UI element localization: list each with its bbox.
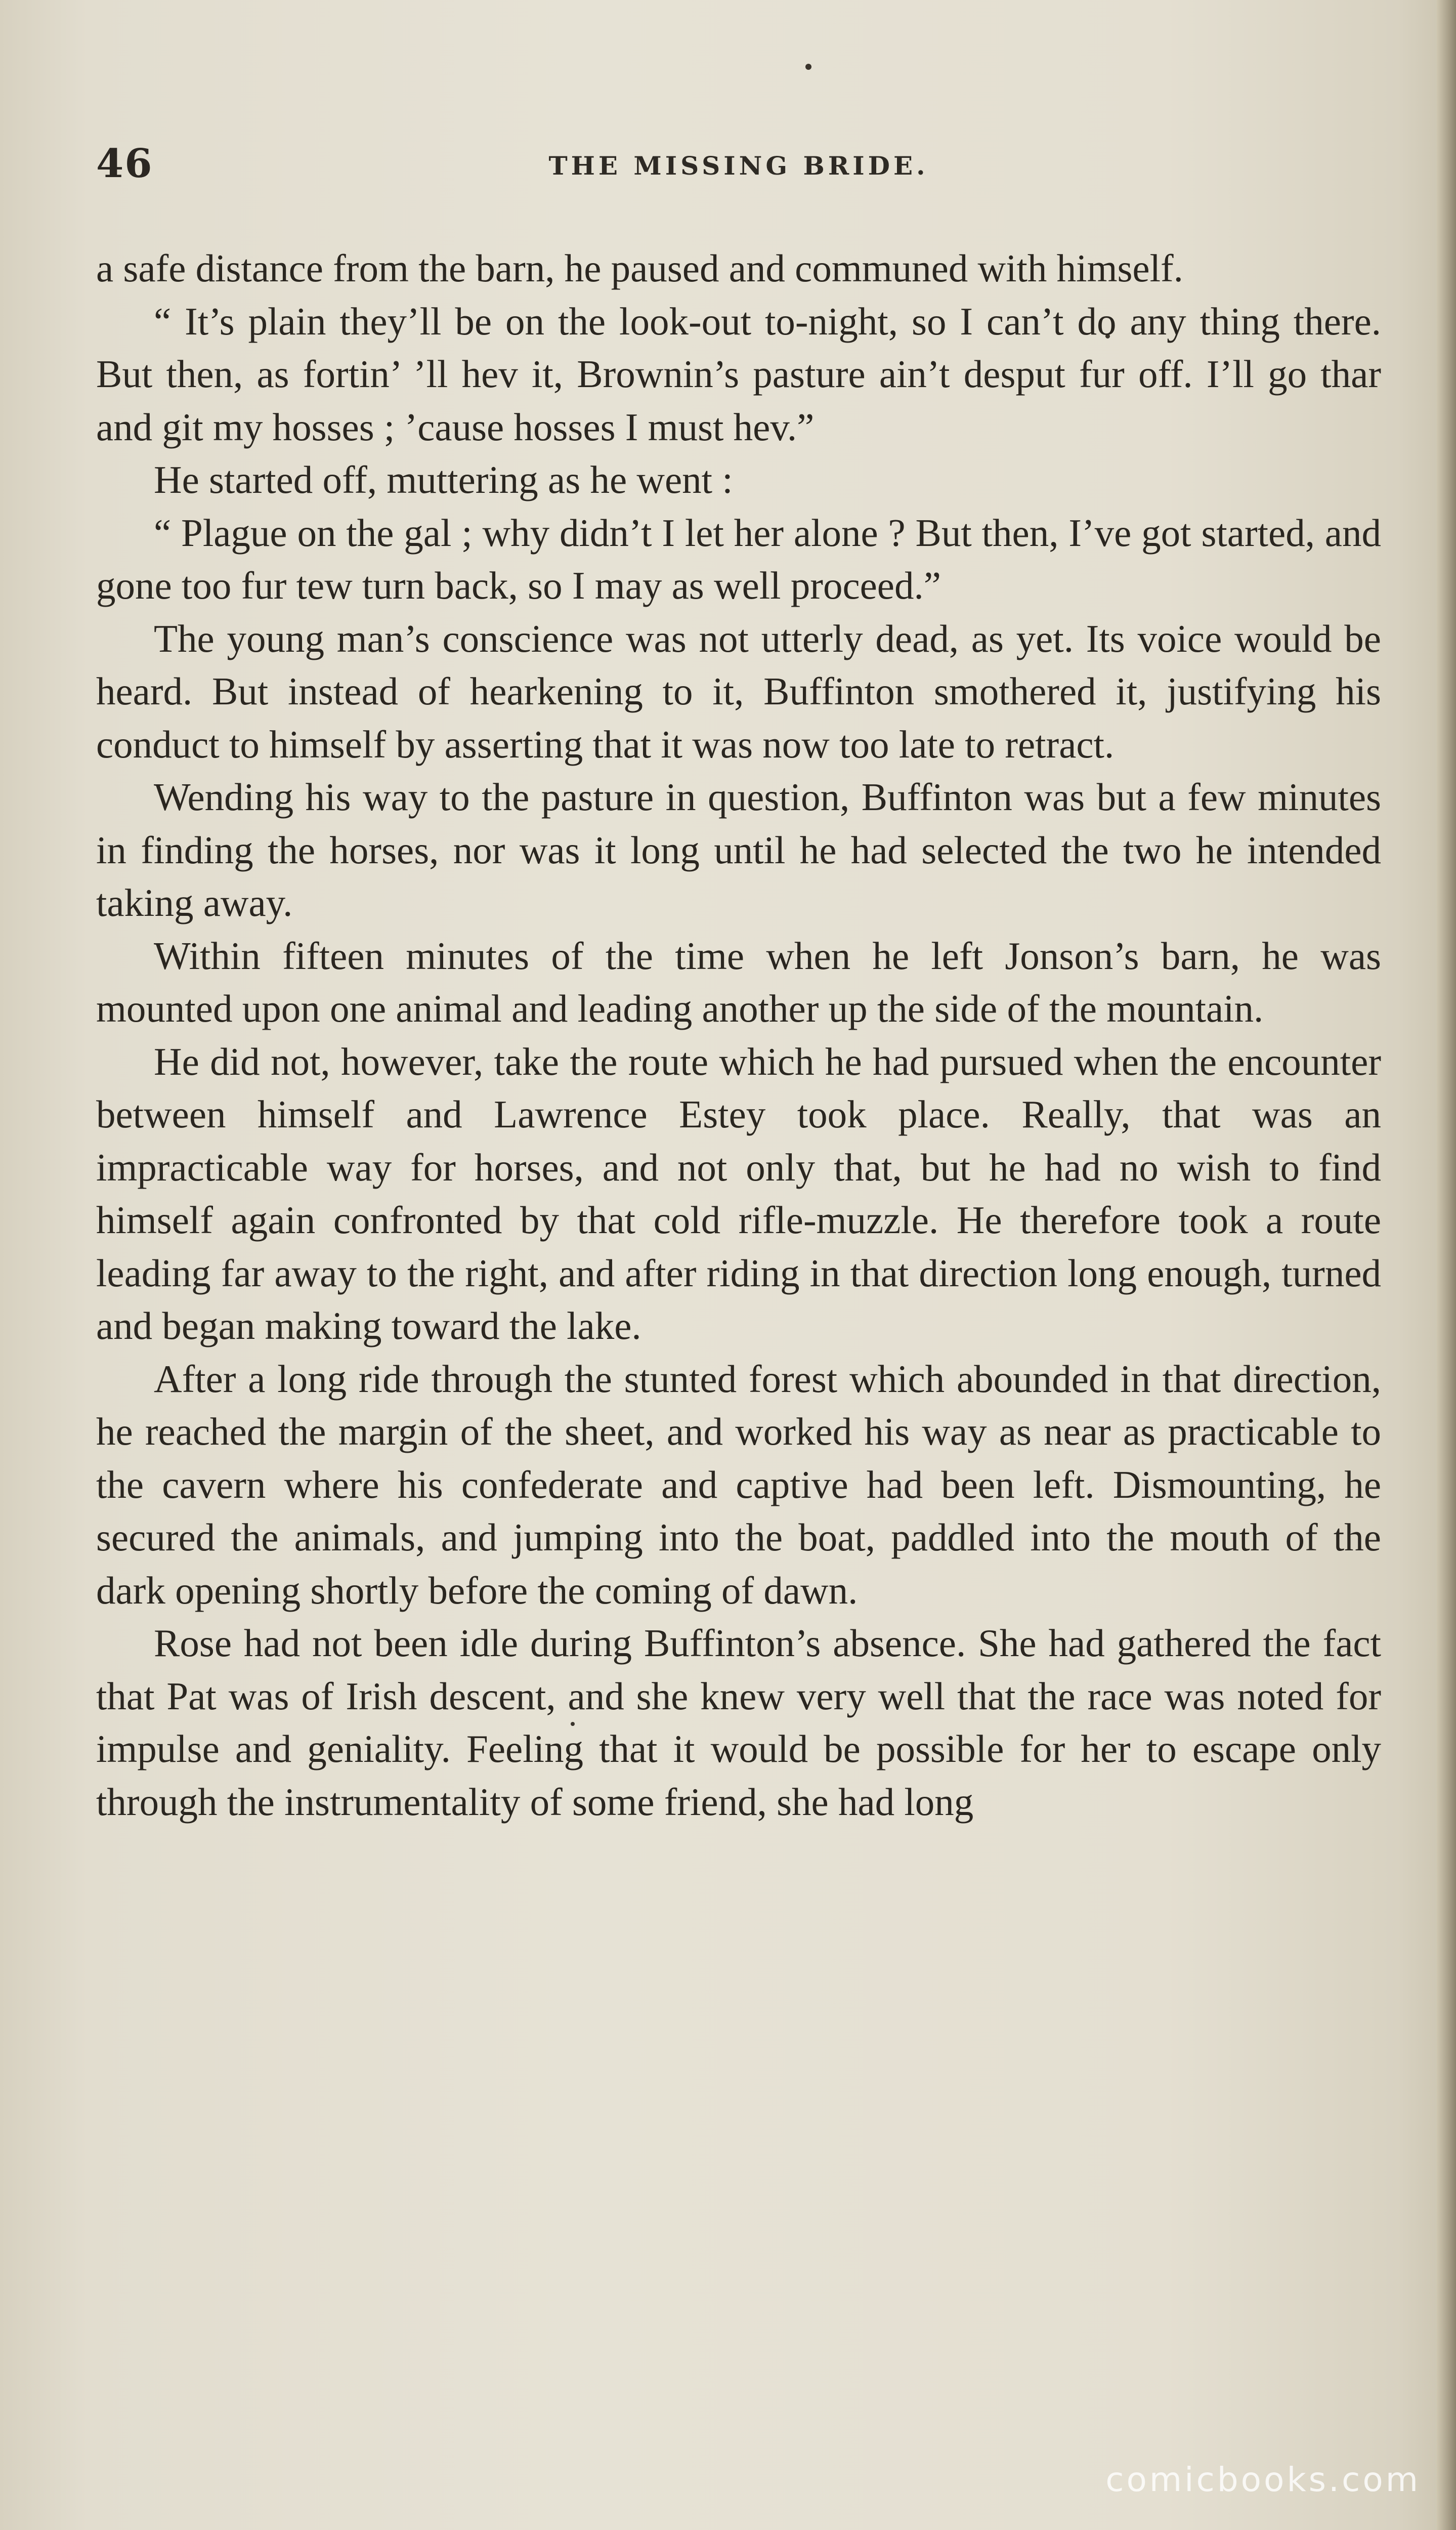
- paragraph: He started off, muttering as he went :: [154, 458, 733, 501]
- body-text: [96, 242, 1381, 1828]
- page-number: 46: [96, 141, 153, 187]
- paragraph: He did not, however, take the route which he had pursued when the encounter between himself and Lawrence Estey took place. Really, that was an impracticable way for horses, and not only that, but he had no wish to find himself again confronted by that cold rifle-muzzle. He therefore took a route leading far away to the right, and after riding in that direction long enough, turned and began making toward the lake.: [96, 1039, 1381, 1347]
- watermark: comicbooks.com: [1105, 2460, 1421, 2499]
- paragraph: “ It’s plain they’ll be on the look-out to-night, so I can’t do any thing there. But then, as fortin’ ’ll hev it, Brownin’s pasture ain’t desput fur off. I’ll go thar and git my hosses ; ’cause hosses I must hev.”: [96, 299, 1381, 449]
- ink-speck: [805, 64, 811, 70]
- paragraph: After a long ride through the stunted forest which abounded in that direction, he reached the margin of the sheet, and worked his way as near as practicable to the cavern where his confederate and captive had been left. Dismounting, he secured the animals, and jumping into the boat, paddled into the mouth of the dark opening shortly before the coming of dawn.: [96, 1357, 1381, 1612]
- paragraph: The young man’s conscience was not utterly dead, as yet. Its voice would be heard. But instead of hearkening to it, Buffinton smothered it, justifying his conduct to himself by asserting that it was now too late to retract.: [96, 616, 1381, 766]
- paragraph: Wending his way to the pasture in question, Buffinton was but a few minutes in finding the horses, nor was it long until he had selected the two he intended taking away.: [96, 775, 1381, 924]
- paragraph: “ Plague on the gal ; why didn’t I let her alone ? But then, I’ve got started, and gone too fur tew turn back, so I may as well proceed.”: [96, 511, 1381, 607]
- paragraph: a safe distance from the barn, he paused and communed with himself.: [96, 246, 1183, 290]
- page-edge-shadow: [1437, 0, 1456, 2530]
- paragraph: Within fifteen minutes of the time when he left Jonson’s barn, he was mounted upon one animal and leading another up the side of the mountain.: [96, 934, 1381, 1030]
- paragraph: Rose had not been idle during Buffinton’s absence. She had gathered the fact that Pat was of Irish descent, and she knew very well that the race was noted for impulse and geniality. Feeling that it would be possible for her to escape only through the instrumentality of some friend, she had long: [96, 1621, 1381, 1824]
- running-title: THE MISSING BRIDE.: [548, 151, 929, 181]
- page-header: [96, 136, 1381, 196]
